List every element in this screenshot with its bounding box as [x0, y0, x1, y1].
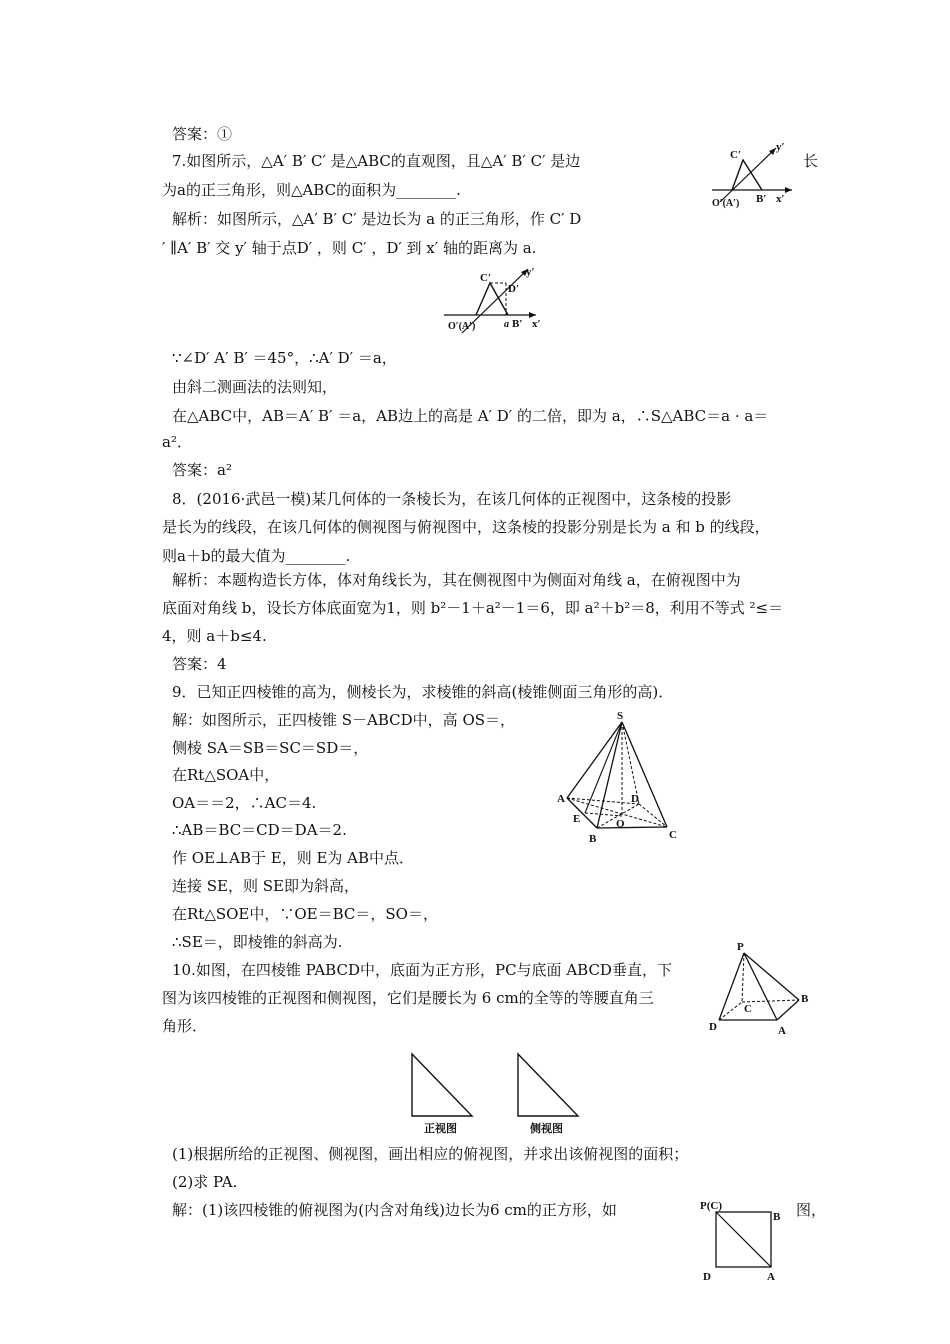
label-pc: P(C) [700, 1200, 722, 1212]
label-a: A [778, 1025, 786, 1037]
label-d: D [703, 1271, 711, 1283]
solution-10-line1: 解：(1)该四棱锥的俯视图为(内含对角线)边长为6 cm的正方形，如 [172, 1201, 617, 1219]
label-o: O′(A′) [712, 198, 740, 209]
question-10-part1: (1)根据所给的正视图、侧视图，画出相应的俯视图，并求出该俯视图的面积； [172, 1145, 689, 1163]
label-e: E [573, 813, 581, 825]
label-x: x′ [532, 318, 541, 330]
label-b: B [589, 833, 597, 845]
question-7-line1: 7.如图所示，△A′ B′ C′ 是△ABC的直观图，且△A′ B′ C′ 是边 [172, 152, 581, 170]
side-view-label: 侧视图 [530, 1123, 563, 1135]
answer-7: 答案：a² [172, 461, 232, 479]
solution-8-line2: 底面对角线 b，设长方体底面宽为1，则 b²－1＋a²－1＝6，即 a²＋b²＝8，利用不等式 ²≤＝ [162, 599, 784, 617]
question-7-line1-end: 长 [803, 152, 819, 170]
label-c: C′ [730, 149, 742, 161]
question-10-line2: 图为该四棱锥的正视图和侧视图，它们是腰长为 6 cm的全等的等腰直角三 [162, 989, 654, 1007]
label-b: B [773, 1211, 781, 1223]
solution-9-line6: 作 OE⊥AB于 E，则 E为 AB中点． [172, 849, 415, 867]
solution-7-line4: 由斜二测画法的法则知， [172, 378, 338, 396]
solution-9-line9: ∴SE＝，即棱锥的斜高为. [172, 933, 343, 951]
label-a: A [767, 1271, 775, 1283]
question-8-line2: 是长为的线段，在该几何体的侧视图与俯视图中，这条棱的投影分别是长为 a 和 b 的线段， [162, 518, 770, 536]
question-10-part2: (2)求 PA. [172, 1173, 238, 1191]
solution-9-line1: 解：如图所示，正四棱锥 S－ABCD中，高 OS＝， [172, 711, 516, 729]
solution-9-line7: 连接 SE，则 SE即为斜高， [172, 877, 359, 895]
label-a: A [557, 793, 565, 805]
label-y: y′ [776, 141, 785, 153]
label-b: B [801, 993, 809, 1005]
label-y: y′ [526, 266, 535, 278]
answer-6: 答案：① [172, 125, 233, 143]
answer-8: 答案：4 [172, 655, 227, 673]
top-view-square-figure [700, 1196, 790, 1284]
solution-7-line1: 解析：如图所示，△A′ B′ C′ 是边长为 a 的正三角形，作 C′ D [172, 210, 582, 228]
solution-9-line3: 在Rt△SOA中， [172, 766, 280, 784]
label-s: S [617, 710, 624, 722]
question-10-line1: 10.如图，在四棱锥 PABCD中，底面为正方形，PC与底面 ABCD垂直，下 [172, 961, 672, 979]
solution-7-line3: ∵∠D′ A′ B′ ＝45°，∴A′ D′ ＝a， [172, 349, 397, 367]
label-d: D [709, 1021, 717, 1033]
pyramid-pabcd-figure [705, 940, 815, 1040]
label-p: P [737, 941, 744, 953]
label-c: C [669, 829, 677, 841]
solution-9-line2: 侧棱 SA＝SB＝SC＝SD＝， [172, 739, 369, 757]
front-view-label: 正视图 [424, 1123, 457, 1135]
three-views-figure [400, 1046, 600, 1136]
question-7-line2: 为a的正三角形，则△ABC的面积为________. [162, 181, 461, 199]
question-10-line3: 角形． [162, 1017, 208, 1035]
label-c: C′ [480, 272, 492, 284]
label-b: B′ [512, 318, 523, 330]
label-a: a [504, 319, 509, 330]
solution-9-line8: 在Rt△SOE中，∵OE＝BC＝，SO＝， [172, 905, 438, 923]
label-o: O [616, 818, 625, 830]
solution-9-line5: ∴AB＝BC＝CD＝DA＝2. [172, 821, 347, 839]
solution-8-line3: 4，则 a＋b≤4. [162, 627, 267, 645]
oblique-triangle-figure [710, 140, 800, 210]
question-8-line1: 8．(2016·武邑一模)某几何体的一条棱长为，在该几何体的正视图中，这条棱的投影 [172, 490, 732, 508]
label-c: C [744, 1003, 752, 1015]
question-9: 9．已知正四棱锥的高为，侧棱长为，求棱锥的斜高(棱锥侧面三角形的高)． [172, 683, 674, 701]
square-pyramid-figure [555, 710, 685, 850]
solution-10-line1-end: 图， [796, 1201, 827, 1219]
solution-9-line4: OA＝＝2，∴AC＝4. [172, 794, 317, 812]
solution-8-line1: 解析：本题构造长方体，体对角线长为，其在侧视图中为侧面对角线 a，在俯视图中为 [172, 571, 741, 589]
label-x: x′ [776, 193, 785, 205]
solution-7-line5: 在△ABC中，AB＝A′ B′ ＝a，AB边上的高是 A′ D′ 的二倍，即为 a，∴S△ABC＝a · a＝ [172, 407, 769, 425]
label-d: D′ [508, 283, 520, 295]
solution-7-line6: a²． [162, 433, 192, 451]
solution-7-line2: ′ ∥A′ B′ 交 y′ 轴于点D′ ，则 C′ ，D′ 到 x′ 轴的距离为 a. [162, 239, 537, 257]
label-d: D [631, 793, 639, 805]
question-8-line3: 则a＋b的最大值为________. [162, 547, 351, 565]
label-o: O′(A′) [448, 321, 476, 332]
oblique-triangle-d-figure [440, 265, 560, 340]
label-b: B′ [756, 193, 767, 205]
